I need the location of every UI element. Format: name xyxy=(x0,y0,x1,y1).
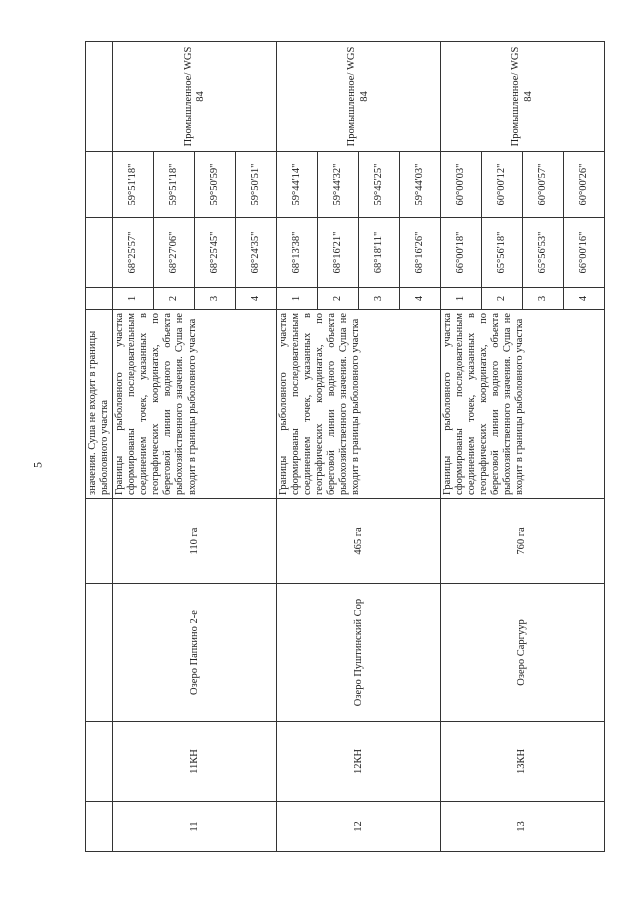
point-number: 1 xyxy=(113,288,154,310)
row-number: 13 xyxy=(441,802,605,852)
table-row xyxy=(441,42,482,852)
point-longitude: 59°45'25" xyxy=(359,152,400,218)
point-number: 4 xyxy=(563,288,604,310)
row-number: 11 xyxy=(113,802,277,852)
point-latitude: 68°13'38" xyxy=(277,218,318,288)
site-description xyxy=(277,310,441,499)
table-row xyxy=(277,42,318,852)
point-longitude: 60°00'12" xyxy=(481,152,522,218)
site-name: Озеро Саргуур xyxy=(441,584,605,722)
point-latitude: 66°00'18" xyxy=(441,218,482,288)
site-area: 760 га xyxy=(441,499,605,584)
point-number: 2 xyxy=(154,288,195,310)
description-text: Границы рыболовного участка сформированы последовательным соединением точек, указанных в географических координатах, по береговой линии водного объекта рыбохозяйственного значения. Суша не входит в границы рыболовного участка xyxy=(442,313,526,495)
site-description xyxy=(441,310,605,499)
point-number: 1 xyxy=(441,288,482,310)
point-latitude: 66°00'16" xyxy=(563,218,604,288)
rotated-table-wrapper xyxy=(85,42,605,852)
page-number: 5 xyxy=(30,462,45,468)
row-number: 12 xyxy=(277,802,441,852)
point-number: 2 xyxy=(481,288,522,310)
coordinate-system: Промышленное/ WGS 84 xyxy=(441,42,605,152)
description-text: Границы рыболовного участка сформированы последовательным соединением точек, указанных в географических координатах, по береговой линии водного объекта рыбохозяйственного значения. Суша не входит в границы рыболовного участка xyxy=(114,313,198,495)
point-longitude: 60°00'26" xyxy=(563,152,604,218)
description-text: Границы рыболовного участка сформированы последовательным соединением точек, указанных в географических координатах, по береговой линии водного объекта рыбохозяйственного значения. Суша не входит в границы рыболовного участка xyxy=(278,313,362,495)
point-longitude: 59°50'51" xyxy=(236,152,277,218)
coordinate-system: Промышленное/ WGS 84 xyxy=(277,42,441,152)
point-latitude: 68°24'35" xyxy=(236,218,277,288)
point-longitude: 60°00'03" xyxy=(441,152,482,218)
point-number: 1 xyxy=(277,288,318,310)
point-longitude: 59°50'59" xyxy=(195,152,236,218)
point-longitude: 59°51'18" xyxy=(113,152,154,218)
point-latitude: 68°25'57" xyxy=(113,218,154,288)
point-number: 2 xyxy=(318,288,359,310)
point-longitude: 59°44'32" xyxy=(318,152,359,218)
site-code: 12КН xyxy=(277,722,441,802)
point-latitude: 68°27'06" xyxy=(154,218,195,288)
table-row xyxy=(113,42,154,852)
site-name: Озеро Пуштинский Сор xyxy=(277,584,441,722)
fishing-sites-table xyxy=(85,41,605,852)
point-longitude: 59°44'14" xyxy=(277,152,318,218)
point-number: 3 xyxy=(195,288,236,310)
point-number: 3 xyxy=(522,288,563,310)
point-longitude: 59°44'03" xyxy=(400,152,441,218)
point-latitude: 65°56'53" xyxy=(522,218,563,288)
top-fragment-text: значения. Суша не входит в границы рыболовного участка xyxy=(86,310,113,499)
point-latitude: 65°56'18" xyxy=(481,218,522,288)
table-row-fragment xyxy=(86,42,113,852)
site-area: 110 га xyxy=(113,499,277,584)
site-name: Озеро Папкино 2-е xyxy=(113,584,277,722)
point-longitude: 60°00'57" xyxy=(522,152,563,218)
point-number: 4 xyxy=(400,288,441,310)
site-code: 13КН xyxy=(441,722,605,802)
point-latitude: 68°16'26" xyxy=(400,218,441,288)
site-description xyxy=(113,310,277,499)
point-latitude: 68°16'21" xyxy=(318,218,359,288)
site-area: 465 га xyxy=(277,499,441,584)
site-code: 11КН xyxy=(113,722,277,802)
point-latitude: 68°18'11" xyxy=(359,218,400,288)
point-number: 3 xyxy=(359,288,400,310)
point-number: 4 xyxy=(236,288,277,310)
coordinate-system: Промышленное/ WGS 84 xyxy=(113,42,277,152)
point-latitude: 68°25'45" xyxy=(195,218,236,288)
point-longitude: 59°51'18" xyxy=(154,152,195,218)
